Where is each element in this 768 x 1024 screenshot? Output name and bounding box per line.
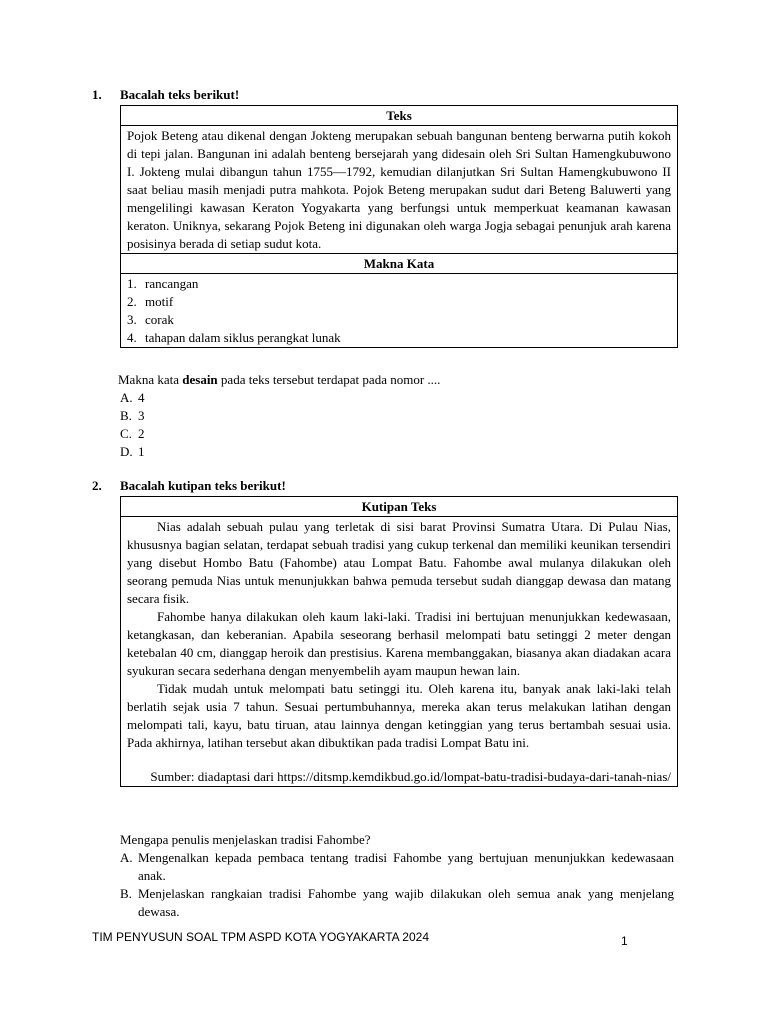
text-header: Teks (121, 106, 678, 126)
question-1-instruction: Bacalah teks berikut! (120, 87, 240, 102)
option-a[interactable]: A. 4 (120, 390, 145, 405)
footer-text: TIM PENYUSUN SOAL TPM ASPD KOTA YOGYAKARTA 2024 (92, 930, 430, 944)
meaning-item: 1. rancangan (127, 276, 199, 291)
meaning-item: 2. motif (127, 294, 174, 309)
meaning-item: 4. tahapan dalam siklus perangkat lunak (127, 330, 341, 345)
quote-body (121, 517, 678, 787)
meaning-cell (121, 274, 678, 348)
quote-paragraph: Tidak mudah untuk melompati batu setinggi itu. Oleh karena itu, banyak anak laki-laki telah berlatih sejak usia 7 tahun. Sesuai pertumbuhannya, mereka akan terus melakukan latihan dengan melompati tali, kayu, batu tiruan, atau lainnya dengan ketinggian yang terus bertambah sesuai usia. Pada akhirnya, latihan tersebut akan dibuktikan pada tradisi Lompat Batu ini. (127, 681, 671, 750)
question-2-instruction: Bacalah kutipan teks berikut! (120, 478, 286, 493)
option-b[interactable]: B. 3 (120, 408, 145, 423)
meaning-header: Makna Kata (121, 254, 678, 274)
question-1-text-table (120, 105, 678, 348)
option-b[interactable]: B. Menjelaskan rangkaian tradisi Fahombe yang wajib dilakukan oleh semua anak yang menjelang dewasa. (120, 886, 674, 919)
meaning-list (127, 275, 671, 347)
highlight-word: desain (182, 372, 218, 387)
question-2-options (120, 849, 674, 921)
meaning-item: 3. corak (127, 312, 174, 327)
question-1-number: 1. (92, 87, 102, 102)
quote-header: Kutipan Teks (121, 497, 678, 517)
option-c[interactable]: C. 2 (120, 426, 145, 441)
quote-paragraph: Nias adalah sebuah pulau yang terletak di sisi barat Provinsi Sumatra Utara. Di Pulau Nias, khususnya bagian selatan, terdapat sebuah tradisi yang cukup terkenal dan memiliki keunikan tersendiri yang disebut Hombo Batu (Fahombe) atau Lompat Batu. Fahombe awal mulanya dilakukan oleh seorang pemuda Nias untuk menunjukkan bahwa pemuda tersebut sudah dianggap dewasa dan matang secara fisik. (127, 519, 671, 606)
option-d[interactable]: D. 1 (120, 444, 145, 459)
quote-paragraph: Fahombe hanya dilakukan oleh kaum laki-laki. Tradisi ini bertujuan menunjukkan kedewasaan, ketangkasan, dan keberanian. Apabila seseorang berhasil melompati batu setinggi 2 meter dengan ketebalan 40 cm, dianggap heroik dan prestisius. Karena membanggakan, biasanya akan diadakan acara syukuran secara sederhana dengan menyembelih ayam maupun hewan lain. (127, 609, 671, 678)
question-1-options (120, 389, 680, 461)
source-citation: Sumber: diadaptasi dari https://ditsmp.kemdikbud.go.id/lompat-batu-tradisi-budaya-dari-tanah-nias/ (150, 769, 671, 784)
question-2-quote-table (120, 496, 678, 787)
page-number: 1 (621, 934, 628, 948)
passage-text: Pojok Beteng atau dikenal dengan Jokteng merupakan sebuah bangunan benteng berwarna putih kokoh di tepi jalan. Bangunan ini adalah benteng bersejarah yang didesain oleh Sri Sultan Hamengkubuwono I. Jokteng mulai dibangun tahun 1755—1792, kemudian dilanjutkan Sri Sultan Hamengkubuwono II saat beliau masih menjadi putra mahkota. Pojok Beteng merupakan sudut dari Beteng Baluwerti yang mengelilingi kawasan Keraton Yogyakarta yang berfungsi untuk memperkuat keamanan kawasan keraton. Uniknya, sekarang Pojok Beteng ini digunakan oleh warga Jogja sebagai penunjuk arah karena posisinya berada di setiap sudut kota. (121, 126, 678, 254)
question-2-number: 2. (92, 478, 102, 493)
option-a[interactable]: A. Mengenalkan kepada pembaca tentang tradisi Fahombe yang bertujuan menunjukkan kedewasaan anak. (120, 850, 674, 883)
question-1-prompt: Makna kata desain pada teks tersebut terdapat pada nomor .... (118, 372, 441, 387)
question-2-prompt: Mengapa penulis menjelaskan tradisi Fahombe? (120, 832, 371, 847)
